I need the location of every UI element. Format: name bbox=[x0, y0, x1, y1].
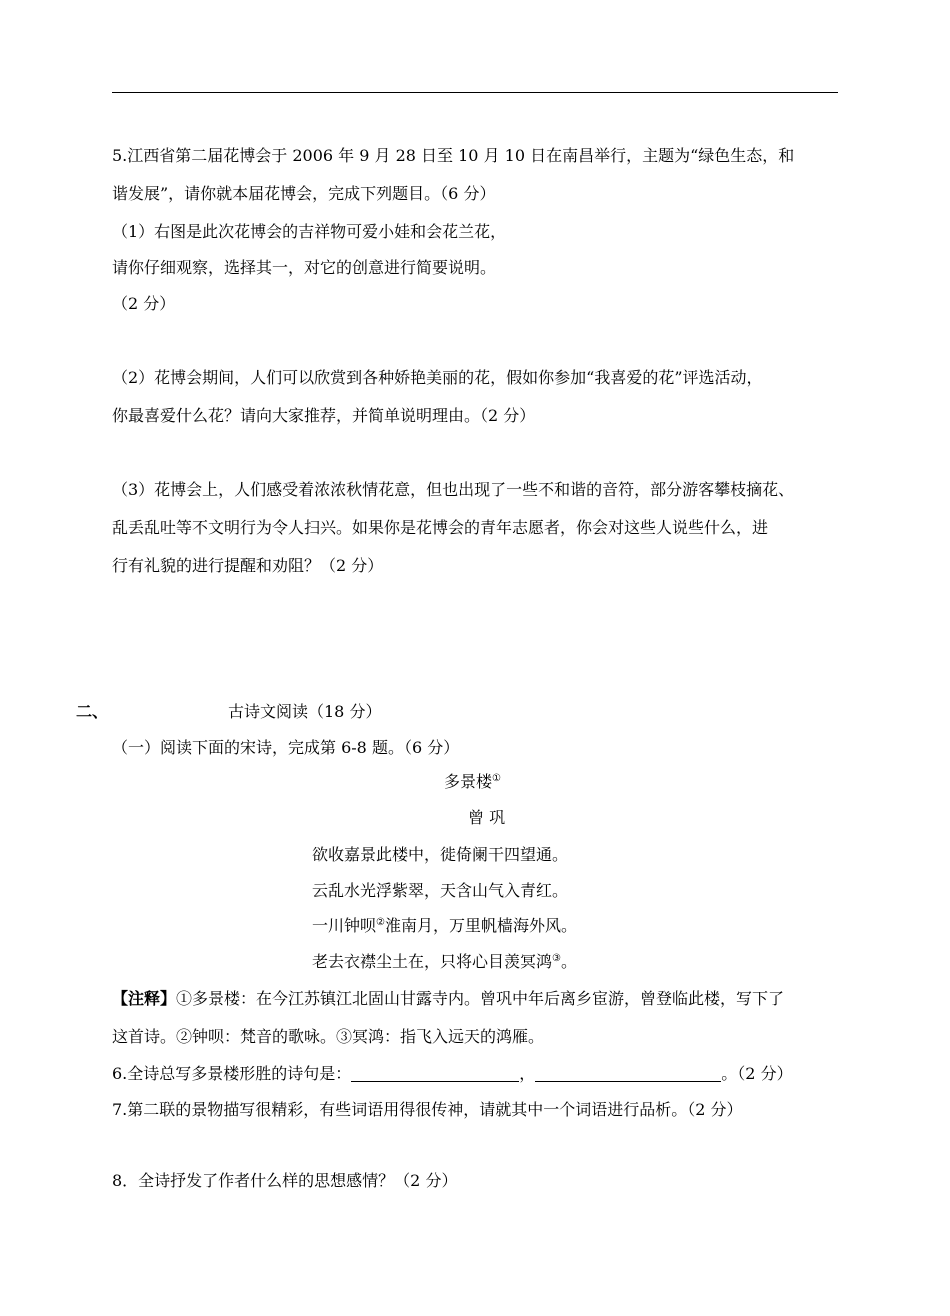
section-number: 二、 bbox=[76, 702, 109, 721]
notes-label: 【注释】 bbox=[112, 989, 177, 1008]
poem-author: 曾 巩 bbox=[468, 808, 506, 827]
notes-text-1: ①多景楼：在今江苏镇江北固山甘露寺内。曾巩中年后离乡宦游，曾登临此楼，写下了 bbox=[176, 989, 785, 1008]
q5-sub1-line-2: 请你仔细观察，选择其一，对它的创意进行简要说明。 bbox=[112, 258, 497, 277]
q5-sub1-line-1: （1）右图是此次花博会的吉祥物可爱小娃和会花兰花， bbox=[112, 222, 507, 241]
q5-line-1: 5.江西省第二届花博会于 2006 年 9 月 28 日至 10 月 10 日在南昌举行，主题为“绿色生态，和 bbox=[112, 146, 795, 165]
q6-suffix: 。（2 分） bbox=[721, 1064, 793, 1083]
poem-line-4 bbox=[312, 952, 577, 972]
q5-sub2-line-2: 你最喜爱什么花？请向大家推荐，并简单说明理由。（2 分） bbox=[112, 406, 536, 425]
poem-line-2: 云乱水光浮紫翠，天含山气入青红。 bbox=[312, 881, 569, 900]
poem-line-3 bbox=[312, 916, 577, 936]
q8: 8．全诗抒发了作者什么样的思想感情？（2 分） bbox=[112, 1171, 458, 1190]
section-title: 古诗文阅读（18 分） bbox=[228, 702, 382, 721]
poem-line-4-a: 老去衣襟尘土在，只将心目羡冥鸿 bbox=[312, 952, 553, 971]
q5-sub3-line-2: 乱丢乱吐等不文明行为令人扫兴。如果你是花博会的青年志愿者，你会对这些人说些什么，进 bbox=[112, 518, 769, 537]
poem-line-3-note-mark: ② bbox=[376, 917, 385, 928]
part1-intro: （一）阅读下面的宋诗，完成第 6-8 题。（6 分） bbox=[112, 738, 460, 757]
poem-title-note-mark: ① bbox=[492, 773, 501, 784]
poem-line-4-b: 。 bbox=[560, 952, 577, 971]
q6-comma: ， bbox=[519, 1064, 536, 1083]
q5-sub1-line-3: （2 分） bbox=[112, 294, 176, 313]
q6-answer-blank-2[interactable] bbox=[535, 1065, 721, 1082]
q5-sub2-line-1: （2）花博会期间，人们可以欣赏到各种娇艳美丽的花，假如你参加“我喜爱的花”评选活动， bbox=[112, 368, 763, 387]
q5-sub3-line-3: 行有礼貌的进行提醒和劝阻？（2 分） bbox=[112, 556, 384, 575]
poem-line-1: 欲收嘉景此楼中，徙倚阑干四望通。 bbox=[312, 845, 569, 864]
q6-prefix: 6.全诗总写多景楼形胜的诗句是： bbox=[112, 1064, 352, 1083]
q7: 7.第二联的景物描写很精彩，有些词语用得很传神，请就其中一个词语进行品析。（2 分） bbox=[112, 1100, 743, 1119]
header-rule bbox=[112, 92, 838, 93]
poem-line-4-note-mark: ③ bbox=[552, 953, 561, 964]
poem-title-text: 多景楼 bbox=[444, 772, 493, 791]
q6 bbox=[112, 1064, 793, 1084]
notes-line-2: 这首诗。②钟呗：梵音的歌咏。③冥鸿：指飞入远天的鸿雁。 bbox=[112, 1027, 545, 1046]
poem-line-3-b: 淮南月，万里帆樯海外风。 bbox=[384, 916, 577, 935]
q5-sub3-line-1: （3）花博会上，人们感受着浓浓秋情花意，但也出现了一些不和谐的音符，部分游客攀枝摘花、 bbox=[112, 480, 795, 499]
q5-line-2: 谐发展”，请你就本届花博会，完成下列题目。（6 分） bbox=[112, 184, 496, 203]
notes-line-1 bbox=[112, 989, 784, 1009]
q6-answer-blank-1[interactable] bbox=[351, 1065, 519, 1082]
poem-title bbox=[444, 772, 501, 792]
poem-line-3-a: 一川钟呗 bbox=[312, 916, 377, 935]
